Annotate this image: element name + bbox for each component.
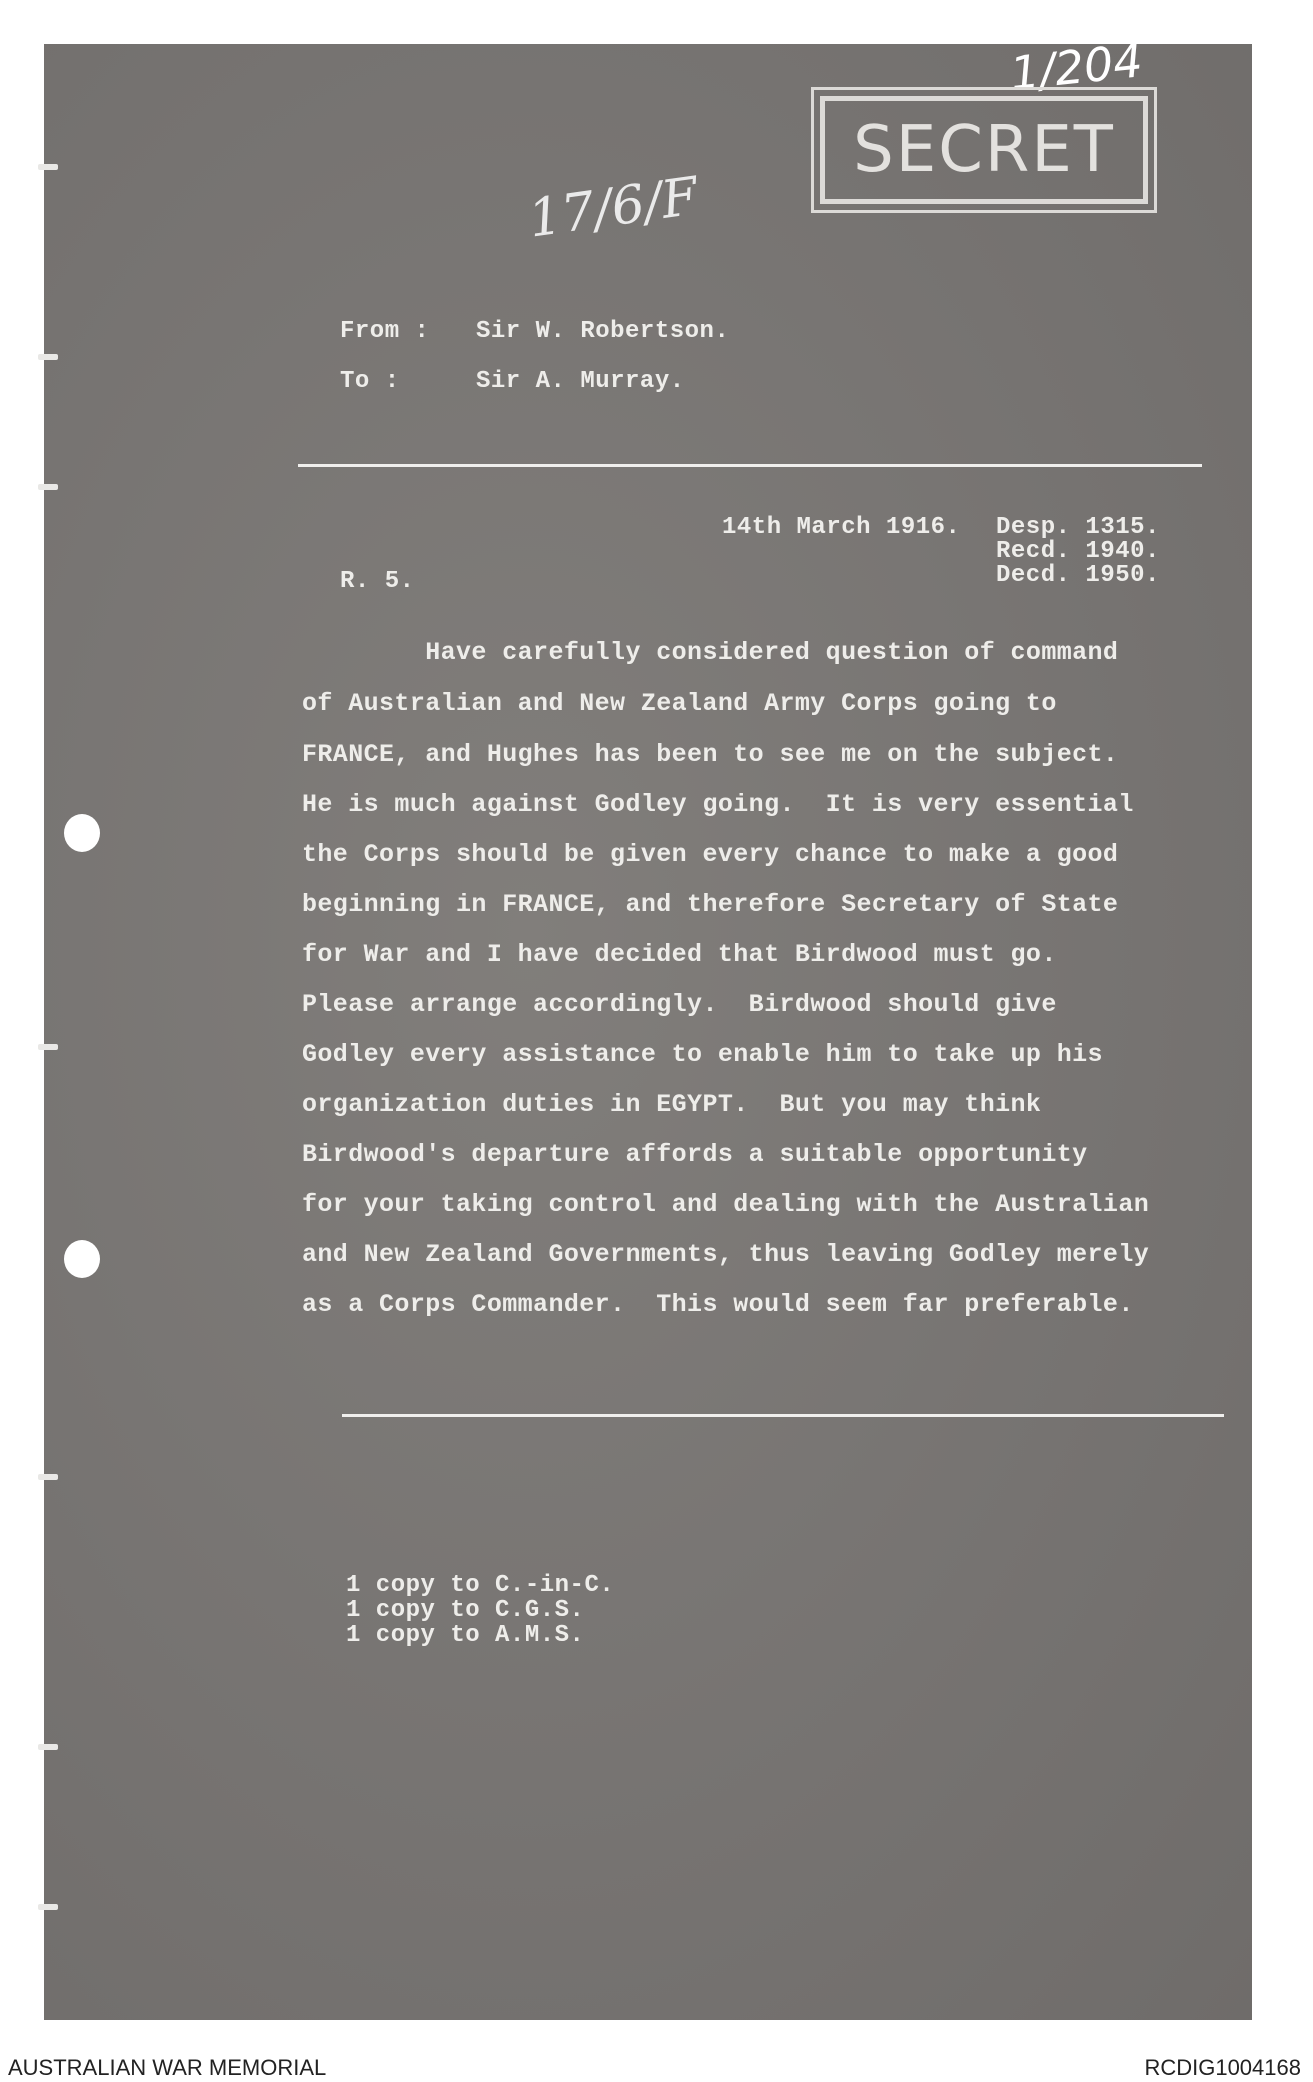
archive-credit: AUSTRALIAN WAR MEMORIAL — [8, 2055, 327, 2080]
handwritten-note: 17/6/F — [524, 166, 702, 250]
body-line: FRANCE, and Hughes has been to see me on the subject. — [302, 740, 1119, 769]
edge-tear — [38, 1744, 58, 1750]
body-line: organization duties in EGYPT. But you may think — [302, 1090, 1042, 1119]
body-line: the Corps should be given every chance to make a good — [302, 840, 1119, 869]
edge-tear — [38, 1904, 58, 1910]
divider-top — [298, 464, 1202, 467]
copy-line: 1 copy to C.-in-C. — [346, 1572, 615, 1599]
body-line: of Australian and New Zealand Army Corps going to — [302, 689, 1057, 718]
body-line: Please arrange accordingly. Birdwood should give — [302, 990, 1057, 1019]
reference-number: R. 5. — [340, 568, 415, 595]
body-line: beginning in FRANCE, and therefore Secretary of State — [302, 890, 1119, 919]
body-line: Birdwood's departure affords a suitable opportunity — [302, 1140, 1088, 1169]
edge-tear — [38, 164, 58, 170]
edge-tear — [38, 1474, 58, 1480]
edge-tear — [38, 354, 58, 360]
edge-tear — [38, 484, 58, 490]
body-line: for your taking control and dealing with the Australian — [302, 1190, 1150, 1219]
to-value: Sir A. Murray. — [476, 368, 685, 395]
despatch-time: Desp. 1315. — [996, 514, 1160, 541]
copy-line: 1 copy to A.M.S. — [346, 1622, 585, 1649]
archive-id: RCDIG1004168 — [1144, 2055, 1301, 2080]
message-date: 14th March 1916. — [722, 514, 961, 541]
decoded-time: Decd. 1950. — [996, 562, 1160, 589]
secret-stamp: SECRET — [820, 96, 1148, 204]
from-label: From : — [340, 318, 430, 345]
received-time: Recd. 1940. — [996, 538, 1160, 565]
body-line: He is much against Godley going. It is very essential — [302, 790, 1134, 819]
from-value: Sir W. Robertson. — [476, 318, 730, 345]
body-line: Have carefully considered question of command — [302, 638, 1119, 667]
folio-number: 1/204 — [1007, 33, 1146, 101]
punch-hole — [64, 814, 100, 852]
divider-bottom — [342, 1414, 1224, 1417]
body-line: Godley every assistance to enable him to take up his — [302, 1040, 1103, 1069]
punch-hole — [64, 1240, 100, 1278]
body-line: as a Corps Commander. This would seem far preferable. — [302, 1290, 1134, 1319]
body-line: for War and I have decided that Birdwood must go. — [302, 940, 1057, 969]
to-label: To : — [340, 368, 400, 395]
copy-line: 1 copy to C.G.S. — [346, 1597, 585, 1624]
edge-tear — [38, 1044, 58, 1050]
body-line: and New Zealand Governments, thus leaving Godley merely — [302, 1240, 1150, 1269]
